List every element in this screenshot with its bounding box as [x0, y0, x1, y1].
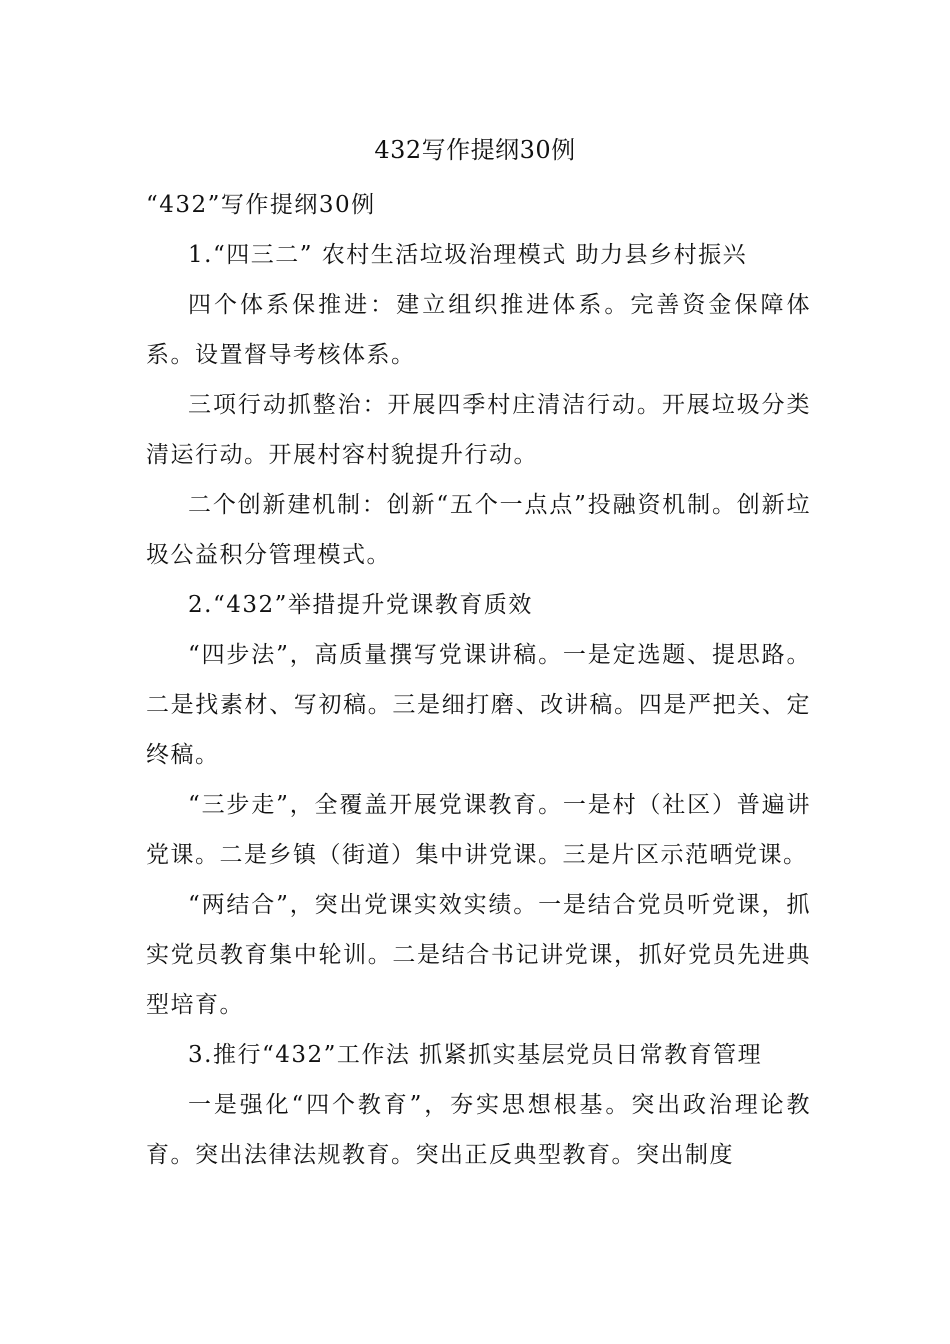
- paragraph: “两结合”，突出党课实效实绩。一是结合党员听党课，抓实党员教育集中轮训。二是结合书记讲党课，抓好党员先进典型培育。: [146, 892, 811, 1018]
- paragraph-heading-3: 3.推行“432”工作法 抓紧抓实基层党员日常教育管理: [188, 1042, 763, 1068]
- paragraph: 三项行动抓整治：开展四季村庄清洁行动。开展垃圾分类清运行动。开展村容村貌提升行动。: [146, 392, 811, 468]
- paragraph: 四个体系保推进：建立组织推进体系。完善资金保障体系。设置督导考核体系。: [146, 292, 811, 368]
- paragraph-heading-1: 1.“四三二” 农村生活垃圾治理模式 助力县乡村振兴: [188, 242, 748, 268]
- paragraph: 一是强化“四个教育”，夯实思想根基。突出政治理论教育。突出法律法规教育。突出正反典型教育。突出制度: [146, 1092, 811, 1168]
- document-body: [146, 180, 811, 1180]
- paragraph: 二个创新建机制：创新“五个一点点”投融资机制。创新垃圾公益积分管理模式。: [146, 492, 811, 568]
- paragraph-subtitle: “432”写作提纲30例: [146, 192, 376, 218]
- paragraph-heading-2: 2.“432”举措提升党课教育质效: [188, 592, 533, 618]
- paragraph: “三步走”，全覆盖开展党课教育。一是村（社区）普遍讲党课。二是乡镇（街道）集中讲党课。三是片区示范晒党课。: [146, 792, 811, 868]
- document-title: 432写作提纲30例: [374, 136, 576, 164]
- paragraph: “四步法”，高质量撰写党课讲稿。一是定选题、提思路。二是找素材、写初稿。三是细打磨、改讲稿。四是严把关、定终稿。: [146, 642, 811, 768]
